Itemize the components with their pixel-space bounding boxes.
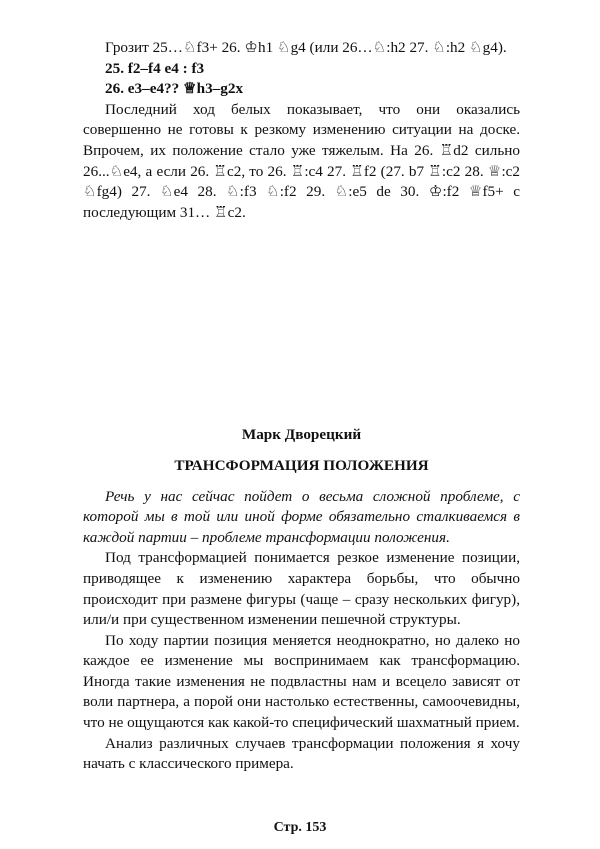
article-author: Марк Дворецкий: [241, 426, 362, 444]
article-body-1: Под трансформацией понимается резкое изменение позиции, приводящее к изменению характера борьбы, что обычно происходит при размене фигуры (чаще – сразу нескольких фигур), или/и при существенном изменении пешечной структуры.: [83, 549, 520, 629]
move-25: 25. f2–f4 e4 : f3: [105, 59, 205, 77]
page-number: Стр. 153: [273, 820, 327, 835]
threat-paragraph: Грозит 25…♘f3+ 26. ♔h1 ♘g4 (или 26…♘:h2 27. ♘:h2 ♘g4).: [105, 39, 507, 56]
page-content: [83, 38, 520, 775]
article-body-2: По ходу партии позиция меняется неоднократно, но далеко но каждое ее изменение мы воспринимаем как трансформацию. Иногда такие изменения не подвластны нам и всецело зависят от воли партнера, а порой они настолько естественны, самоочевидны, что не ощущаются как какой-то специфический шахматный прием.: [83, 631, 520, 732]
article-intro: Речь у нас сейчас пойдет о весьма сложной проблеме, с которой мы в той или иной форме обязательно сталкиваемся в каждой партии – проблеме трансформации положения.: [83, 487, 520, 546]
article-title: ТРАНСФОРМАЦИЯ ПОЛОЖЕНИЯ: [174, 456, 429, 474]
analysis-paragraph: Последний ход белых показывает, что они оказались совершенно не готовы к резкому изменению ситуации на доске. Впрочем, их положение стало уже тяжелым. На 26. ♖d2 сильно 26...♘e4, а если 26. ♖c2, то 26. ♖:c4 27. ♖f2 (27. b7 ♖:c2 28. ♕:c2 ♘fg4) 27. ♘e4 28. ♘:f3 ♘:f2 29. ♘:e5 de 30. ♔:f2 ♕f5+ с последующим 31… ♖c2.: [83, 100, 520, 221]
move-26: 26. e3–e4?? ♕h3–g2x: [105, 80, 244, 98]
article-body-3: Анализ различных случаев трансформации положения я хочу начать с классического примера.: [83, 734, 520, 773]
section-gap: [83, 223, 520, 425]
